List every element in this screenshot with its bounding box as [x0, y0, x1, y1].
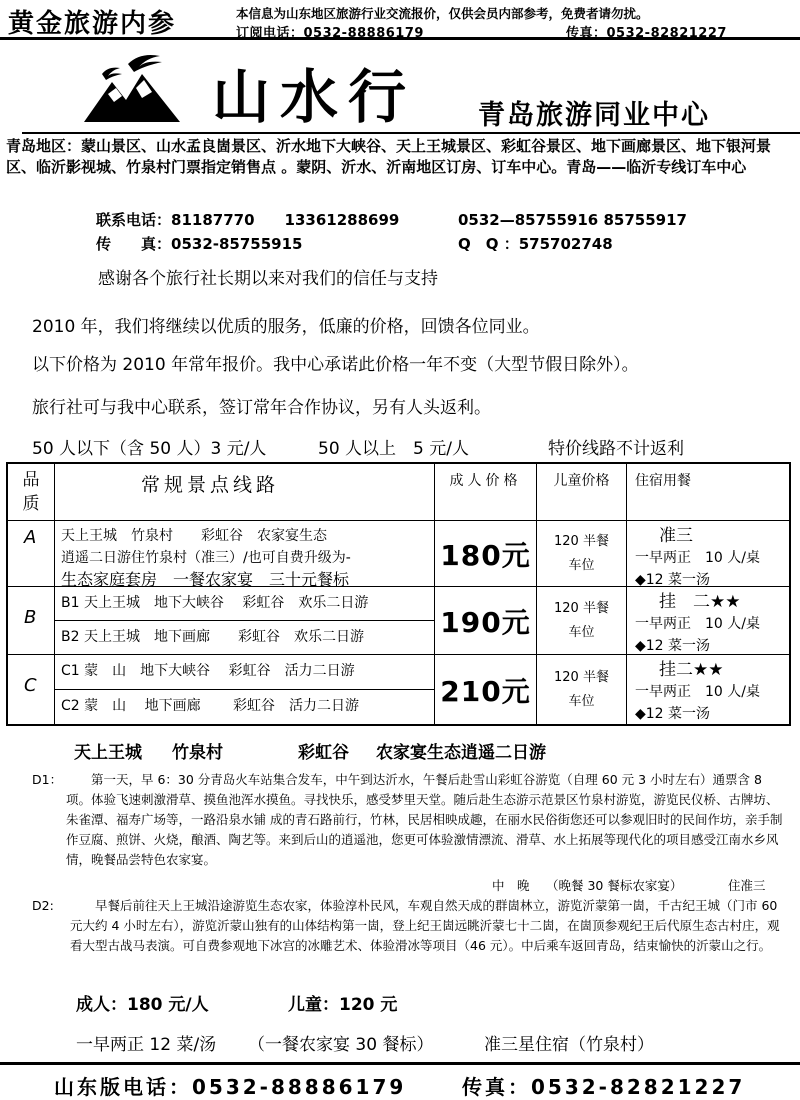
footer-bar [0, 1062, 800, 1100]
row-meal: 挂 二★★ 一早两正 10 人/桌 ◆12 菜一汤 [626, 587, 789, 654]
header-adult-price: 成人价格 [434, 464, 536, 520]
row-adult-price: 210元 [434, 655, 536, 724]
main-title: 山水行 [212, 63, 417, 131]
center-name: 青岛旅游同业中心 [478, 100, 710, 131]
row-route: B1 天上王城 地下大峡谷 彩虹谷 欢乐二日游 B2 天上王城 地下画廊 彩虹谷 欢乐二日游 [54, 587, 434, 654]
rebate-under-50: 50 人以下（含 50 人）3 元/人 [32, 439, 267, 459]
brand-title: 黄金旅游内参 [8, 9, 177, 39]
subscribe-phone: 订阅电话：0532-88886179 [236, 26, 424, 41]
phone-label: 联系电话： [96, 211, 172, 229]
mountain-bird-logo-icon [82, 48, 182, 124]
table-row [8, 586, 789, 654]
row-grade: C [24, 675, 37, 696]
row-grade: B [24, 607, 37, 628]
table-header [8, 464, 789, 520]
intro-text: 青岛地区：蒙山景区、山水孟良崮景区、沂水地下大峡谷、天上王城景区、彩虹谷景区、地下画廊景区、地下银河景区、临沂影视城、竹泉村门票指定销售点 。蒙阴、沂水、沂南地区订房、订车中心。青岛——临沂专线订车中心 [6, 137, 772, 176]
fax-value: 0532-85755915 [171, 235, 303, 253]
row-grade: A [24, 527, 37, 548]
phone-3: 0532—85755916 85755917 [458, 211, 687, 229]
row-route: 天上王城 竹泉村 彩虹谷 农家宴生态 逍遥二日游住竹泉村（准三）/也可自费升级为- 生态家庭套房 一餐农家宴 三十元餐标 [54, 521, 434, 586]
row-child-price: 120 半餐 车位 [536, 655, 626, 724]
fax-label: 传 真： [96, 235, 172, 253]
row-child-price: 120 半餐 车位 [536, 521, 626, 586]
row-adult-price: 190元 [434, 587, 536, 654]
row-route: C1 蒙 山 地下大峡谷 彩虹谷 活力二日游 C2 蒙 山 地下画廊 彩虹谷 活力二日游 [54, 655, 434, 724]
paragraph-price-promise: 以下价格为 2010 年常年报价。我中心承诺此价格一年不变（大型节假日除外）。 [32, 355, 639, 375]
meal-standard: （一餐农家宴 30 餐标） [248, 1035, 434, 1055]
row-meal: 挂二★★ 一早两正 10 人/桌 ◆12 菜一汤 [626, 655, 789, 724]
adult-price-summary: 成人：180 元/人 [76, 995, 209, 1015]
header-grade: 品质 [22, 470, 40, 514]
rebate-over-50: 50 人以上 5 元/人 [318, 439, 469, 459]
qq-number: Q Q ：575702748 [458, 235, 613, 253]
hotel-note: 准三星住宿（竹泉村） [484, 1035, 654, 1055]
day1-meal: 中 晚 （晚餐 30 餐标农家宴） [492, 878, 683, 893]
member-notice: 本信息为山东地区旅游行业交流报价，仅供会员内部参考，免费者请勿扰。 [236, 6, 649, 21]
title-divider [22, 132, 800, 134]
phone-2: 13361288699 [284, 211, 400, 229]
rebate-special: 特价线路不计返利 [548, 439, 684, 459]
row-adult-price: 180元 [434, 521, 536, 586]
phone-1: 81187770 [171, 211, 255, 229]
header-fax: 传真：0532-82821227 [566, 26, 727, 41]
paragraph-agreement: 旅行社可与我中心联系，签订常年合作协议，另有人头返利。 [32, 398, 491, 418]
table-row [8, 520, 789, 589]
footer-phone: 山东版电话：0532-88886179 [54, 1075, 407, 1099]
row-child-price: 120 半餐 车位 [536, 587, 626, 654]
day2-description: 早餐后前往天上王城沿途游览生态农家，体验淳朴民风，车观自然天成的群崮林立，游览沂蒙第一崮，千古纪王城（门市 60 元大约 4 小时左右），游览沂蒙山独有的山体结构第一崮，登上纪王崮远眺沂蒙七十二崮，在崮顶参观纪王后代原生态古村庄，观看大型古战马表演。可自费参观地下冰宫的冰雕艺术、体验滑冰等项目（46 元）。中后乘车返回青岛，结束愉快的沂蒙山之行。 [70, 898, 780, 953]
row-meal: 准三 一早两正 10 人/桌 ◆12 菜一汤 [626, 521, 789, 586]
top-header [0, 0, 800, 40]
child-price-summary: 儿童：120 元 [288, 995, 398, 1015]
day1-stay: 住准三 [728, 878, 766, 893]
header-meal: 住宿用餐 [626, 464, 789, 520]
day1-label: D1： [32, 772, 63, 787]
day2-label: D2: [32, 898, 54, 913]
price-table [6, 462, 791, 726]
header-route: 常规景点线路 [54, 464, 434, 520]
header-child-price: 儿童价格 [536, 464, 626, 520]
thanks-line: 感谢各个旅行社长期以来对我们的信任与支持 [98, 269, 438, 289]
table-row [8, 654, 789, 724]
paragraph-2010: 2010 年，我们将继续以优质的服务，低廉的价格，回馈各位同业。 [32, 317, 540, 337]
day1-description: 第一天，早 6：30 分青岛火车站集合发车，中午到达沂水，午餐后赴雪山彩虹谷游览（自理 60 元 3 小时左右）通票含 8 项。体验飞速刺激滑草、摸鱼池浑水摸鱼。寻找快乐，感受梦里天堂。随后赴生态游示范景区竹泉村游览，游览民仪桥、古牌坊、朱雀潭、福寿广场等，一路沿泉水铺 成的青石路前行，竹林，民居相映成趣，在丽水民俗街您还可以参观旧时的民间作坊，亲手制作豆腐、煎饼、火烧，酿酒、陶艺等。来到后山的逍遥池，您更可体验激情漂流、滑草、水上拓展等现代化的项目感受江南水乡风情，晚餐品尝特色农家宴。 [66, 772, 783, 867]
footer-fax: 传真：0532-82821227 [462, 1075, 746, 1099]
meals-note: 一早两正 12 菜/汤 [76, 1035, 217, 1055]
